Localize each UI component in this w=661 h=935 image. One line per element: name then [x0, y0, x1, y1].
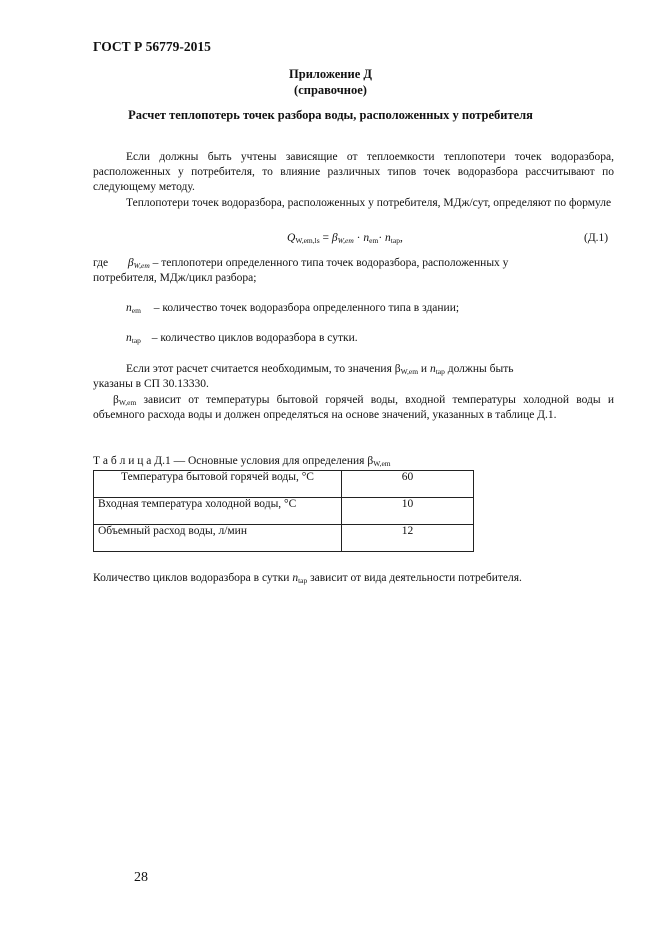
p3-text-a: Если этот расчет считается необходимым, то значения	[126, 363, 395, 375]
appendix-subtitle: (справочное)	[294, 83, 367, 97]
formula-d1	[287, 231, 403, 246]
document-code: ГОСТ Р 56779-2015	[93, 39, 211, 54]
section-title: Расчет теплопотерь точек разбора воды, расположенных у потребителя	[128, 108, 533, 122]
footer-n: n	[292, 572, 299, 584]
def-beta-sub: W,em	[133, 261, 150, 270]
def-beta-symbol: β	[127, 257, 134, 269]
def-n-tap-symbol: n	[126, 332, 132, 344]
paragraph-2: Теплопотери точек водоразбора, расположенных у потребителя, МДж/сут, определяют по формуле	[126, 197, 612, 209]
formula-tail: ,	[399, 232, 403, 244]
formula-eq: =	[319, 232, 332, 244]
caption-beta-sub: W,em	[373, 459, 391, 468]
definition-beta-cont: потребителя, МДж/цикл разбора;	[93, 272, 257, 284]
p3-n-sub: tap	[435, 367, 445, 376]
def-n-em-sub: em	[131, 306, 141, 315]
p3-beta: β	[394, 363, 401, 375]
formula-n-tap-sub: tap	[390, 236, 400, 245]
caption-prefix: Т а б л и ц а	[93, 455, 152, 467]
p3-n: n	[429, 363, 436, 375]
table-row	[94, 498, 474, 525]
p3-text-b: должны быть	[444, 363, 514, 375]
footer-text-a: Количество циклов водоразбора в сутки	[93, 572, 293, 584]
formula-dot-1: ·	[353, 232, 364, 244]
conditions-table	[93, 470, 474, 552]
formula-number: (Д.1)	[584, 232, 609, 244]
formula-beta-sub: W,em	[337, 236, 354, 245]
definition-beta	[93, 256, 508, 271]
table-cell-label: Входная температура холодной воды, °С	[94, 498, 342, 525]
definition-n-em	[126, 301, 459, 316]
table-row	[94, 525, 474, 552]
table-cell-label: Температура бытовой горячей воды, °С	[94, 471, 342, 498]
p4-text: зависит от температуры бытовой горячей воды, входной температуры холодной воды и объемного расхода воды и должен определяться на основе значений, указанных в таблице Д.1.	[93, 394, 614, 421]
p4-beta: β	[113, 394, 119, 406]
formula-beta: β	[331, 232, 338, 244]
table-cell-label: Объемный расход воды, л/мин	[94, 525, 342, 552]
caption-text: Д.1 — Основные условия для определения	[151, 455, 368, 467]
def-n-tap-sub: tap	[131, 336, 141, 345]
paragraph-1: Если должны быть учтены зависящие от теплоемкости теплопотери точек водоразбора, расположенных у потребителя, то влияние различных типов точек водоразбора рассчитывают по следующему методу.	[93, 151, 614, 193]
page-number: 28	[134, 870, 148, 885]
table-cell-value: 12	[342, 525, 474, 552]
p3-beta-sub: W,em	[400, 367, 419, 376]
footer-n-sub: tap	[298, 576, 308, 585]
def-n-em-symbol: n	[126, 302, 132, 314]
table-caption	[93, 454, 391, 469]
table-cell-value: 10	[342, 498, 474, 525]
table-row	[94, 471, 474, 498]
formula-dot-2: ·	[378, 232, 386, 244]
where-word: где	[93, 257, 109, 269]
formula-n-tap: n	[385, 232, 391, 244]
formula-q: Q	[287, 232, 296, 244]
paragraph-3	[93, 362, 614, 377]
p4-beta-sub: W,em	[118, 398, 137, 407]
formula-q-sub: W,em,ls	[295, 236, 320, 245]
formula-n-em-sub: em	[369, 236, 379, 245]
def-n-em-text: – количество точек водоразбора определенного типа в здании;	[150, 302, 460, 314]
footer-text-b: зависит от вида деятельности потребителя.	[307, 572, 522, 584]
appendix-title: Приложение Д	[289, 67, 372, 81]
formula-n-em: n	[363, 232, 370, 244]
paragraph-3-line-2: указаны в СП 30.13330.	[93, 378, 209, 390]
footer-paragraph	[93, 571, 522, 586]
def-n-tap-text: – количество циклов водоразбора в сутки.	[148, 332, 358, 344]
p3-and: и	[418, 363, 430, 375]
definition-n-tap	[126, 331, 358, 346]
table-cell-value: 60	[342, 471, 474, 498]
paragraph-4	[93, 393, 614, 423]
def-beta-text: – теплопотери определенного типа точек водоразбора, расположенных у	[149, 257, 509, 269]
caption-beta: β	[367, 455, 374, 467]
